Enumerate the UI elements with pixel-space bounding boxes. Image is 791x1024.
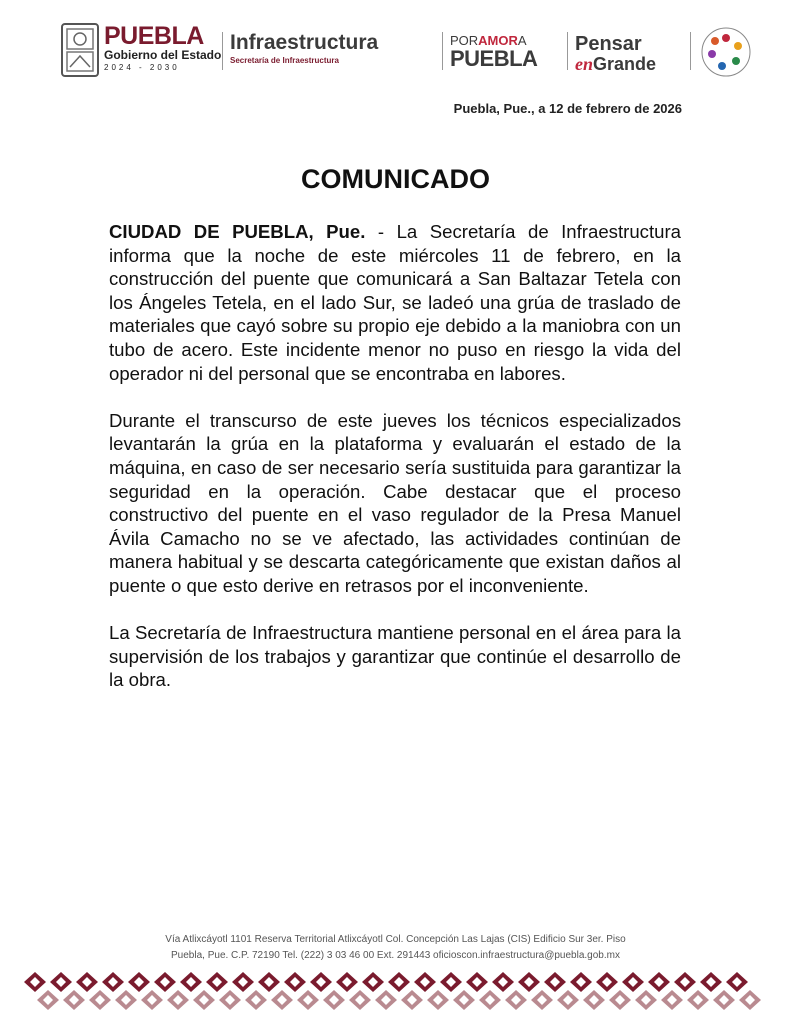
border-diamond-motif: [713, 990, 735, 1010]
letterhead: [60, 20, 760, 82]
border-diamond-motif: [362, 972, 384, 992]
border-diamond-motif: [76, 972, 98, 992]
border-diamond-motif: [596, 972, 618, 992]
paragraph-1-lead: CIUDAD DE PUEBLA, Pue.: [109, 221, 366, 242]
por-amor-a-puebla-logo: [450, 34, 560, 96]
border-diamond-motif: [154, 972, 176, 992]
border-diamond-motif: [24, 972, 46, 992]
border-diamond-motif: [466, 972, 488, 992]
logo-divider: [442, 32, 443, 70]
puebla-logo-years: 2024 - 2030: [104, 63, 180, 72]
border-diamond-motif: [440, 972, 462, 992]
border-diamond-motif: [102, 972, 124, 992]
equality-seal-icon: [700, 26, 752, 78]
border-diamond-motif: [453, 990, 475, 1010]
document-body: [109, 220, 681, 715]
border-diamond-motif: [284, 972, 306, 992]
border-diamond-motif: [414, 972, 436, 992]
border-diamond-motif: [206, 972, 228, 992]
document-date: Puebla, Pue., a 12 de febrero de 2026: [453, 101, 682, 116]
paragraph-1: [109, 220, 681, 385]
amor-logo-bottom: PUEBLA: [450, 46, 538, 71]
pensar-en-grande-logo: [575, 34, 685, 96]
border-diamond-motif: [505, 990, 527, 1010]
border-diamond-motif: [271, 990, 293, 1010]
logo-divider: [690, 32, 691, 70]
border-diamond-motif: [349, 990, 371, 1010]
amor-suffix: A: [517, 33, 527, 48]
border-diamond-motif: [323, 990, 345, 1010]
border-diamond-motif: [518, 972, 540, 992]
border-diamond-motif: [700, 972, 722, 992]
border-diamond-motif: [739, 990, 761, 1010]
border-diamond-motif: [336, 972, 358, 992]
border-diamond-motif: [167, 990, 189, 1010]
border-diamond-motif: [89, 990, 111, 1010]
page-title: COMUNICADO: [301, 164, 490, 194]
border-diamond-motif: [128, 972, 150, 992]
pensar-logo-top: Pensar: [575, 33, 642, 55]
border-diamond-motif: [557, 990, 579, 1010]
border-diamond-motif: [531, 990, 553, 1010]
border-diamond-motif: [63, 990, 85, 1010]
border-diamond-motif: [310, 972, 332, 992]
border-diamond-motif: [388, 972, 410, 992]
footer-line-2: Puebla, Pue. C.P. 72190 Tel. (222) 3 03 46 00 Ext. 291443 oficioscon.infraestructura@puebla.gob.mx: [171, 950, 620, 961]
border-diamond-motif: [726, 972, 748, 992]
puebla-logo-subtitle: Gobierno del Estado: [104, 48, 222, 62]
border-diamond-motif: [141, 990, 163, 1010]
border-diamond-motif: [635, 990, 657, 1010]
border-diamond-motif: [375, 990, 397, 1010]
footer-line-1: Vía Atlixcáyotl 1101 Reserva Territorial Atlixcáyotl Col. Concepción Las Lajas (CIS) Edificio Sur 3er. Piso: [165, 934, 626, 945]
logo-divider: [222, 32, 223, 70]
infraestructura-title: Infraestructura: [230, 31, 379, 54]
border-diamond-motif: [570, 972, 592, 992]
border-diamond-motif: [687, 990, 709, 1010]
border-diamond-motif: [180, 972, 202, 992]
border-diamond-motif: [245, 990, 267, 1010]
border-diamond-motif: [37, 990, 59, 1010]
border-diamond-motif: [50, 972, 72, 992]
footer-address: [0, 932, 791, 964]
border-diamond-motif: [479, 990, 501, 1010]
border-diamond-motif: [258, 972, 280, 992]
border-diamond-motif: [115, 990, 137, 1010]
logo-divider: [567, 32, 568, 70]
border-diamond-motif: [193, 990, 215, 1010]
border-diamond-motif: [232, 972, 254, 992]
border-diamond-motif: [219, 990, 241, 1010]
pensar-logo-bottom: [575, 54, 685, 74]
pensar-grande: Grande: [593, 54, 657, 74]
border-diamond-motif: [583, 990, 605, 1010]
border-diamond-motif: [297, 990, 319, 1010]
pensar-en: en: [575, 54, 593, 74]
border-diamond-motif: [674, 972, 696, 992]
border-diamond-motif: [609, 990, 631, 1010]
amor-word: AMOR: [478, 33, 518, 48]
amor-prefix: POR: [450, 33, 479, 48]
border-diamond-motif: [661, 990, 683, 1010]
paragraph-3: La Secretaría de Infraestructura mantiene personal en el área para la supervisión de los trabajos y garantizar que continúe el desarrollo de la obra.: [109, 622, 681, 691]
border-diamond-motif: [492, 972, 514, 992]
puebla-shield-logo: [60, 22, 100, 78]
decorative-border: [22, 970, 772, 1012]
border-diamond-motif: [427, 990, 449, 1010]
infraestructura-logo: [230, 32, 435, 94]
border-diamond-motif: [622, 972, 644, 992]
border-diamond-motif: [648, 972, 670, 992]
paragraph-1-text: - La Secretaría de Infraestructura informa que la noche de este miércoles 11 de febrero, en la construcción del puente que comunicará a San Baltazar Tetela con los Ángeles Tetela, en el lado Sur, se ladeó una grúa de traslado de materiales que cayó sobre su propio eje debido a la maniobra con un tubo de acero. Este incidente menor no puso en riesgo la vida del operador ni del personal que se encontraba en labores.: [109, 221, 682, 384]
border-diamond-motif: [544, 972, 566, 992]
border-diamond-motif: [401, 990, 423, 1010]
infraestructura-subtitle: Secretaría de Infraestructura: [230, 56, 339, 65]
puebla-logo-name: PUEBLA: [104, 22, 204, 50]
paragraph-2: Durante el transcurso de este jueves los técnicos especializados levantarán la grúa en la plataforma y evaluarán el estado de la máquina, en caso de ser necesario sería sustituida para garantizar la seguridad en la operación. Cabe destacar que el proceso constructivo del puente en el vaso regulador de la Presa Manuel Ávila Camacho no se ve afectado, las actividades continúan de manera habitual y se descarta categóricamente que existan daños al puente o que esto derive en retrasos por el inconveniente.: [109, 409, 681, 596]
